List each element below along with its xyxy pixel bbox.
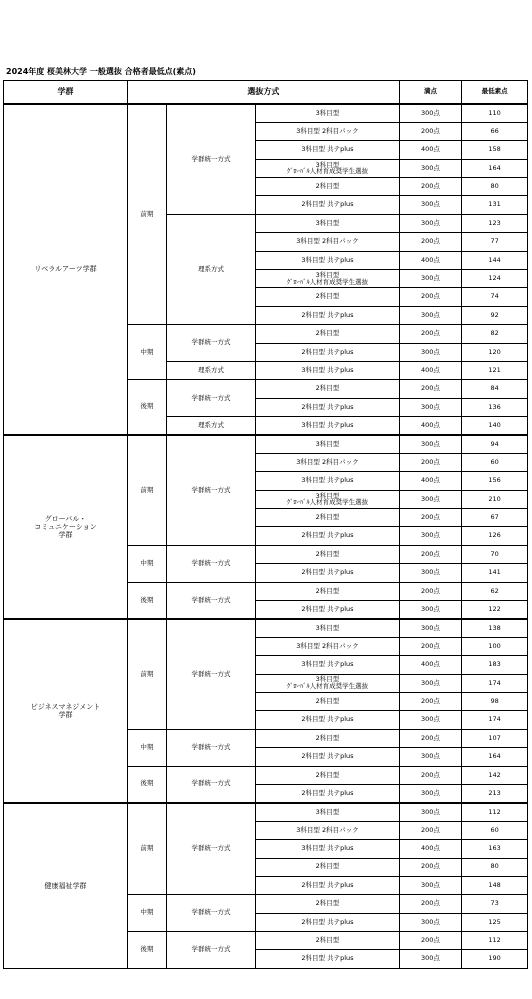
min-score-cell: 164: [462, 159, 528, 177]
exam-type-cell-line: ｸﾞﾛｰﾊﾞﾙ人材育成奨学生選抜: [286, 167, 369, 176]
exam-type-cell: [256, 178, 399, 196]
min-score-cell: 164: [462, 748, 528, 766]
exam-type-cell: [256, 950, 399, 968]
full-score-cell: 200点: [399, 766, 462, 784]
full-score-cell: 300点: [399, 876, 462, 894]
method-group-cell: 学群統一方式: [166, 545, 255, 582]
method-group-cell: 学群統一方式: [166, 895, 255, 932]
min-score-cell: 60: [462, 453, 528, 471]
full-score-cell: 200点: [399, 693, 462, 711]
term-cell: 前期: [127, 104, 166, 325]
full-score-cell: 300点: [399, 435, 462, 453]
exam-type-cell-line: 2科目型: [315, 182, 340, 191]
exam-type-cell-line: 2科目型 共テplus: [301, 880, 354, 889]
exam-type-cell-line: 3科目型: [315, 218, 340, 227]
header-selection: 選抜方式: [127, 81, 399, 105]
min-score-cell: 140: [462, 417, 528, 435]
full-score-cell: 300点: [399, 527, 462, 545]
full-score-cell: 300点: [399, 490, 462, 508]
exam-type-cell: [256, 601, 399, 619]
method-group-cell: 学群統一方式: [166, 380, 255, 417]
exam-type-cell-line: 2科目型 共テplus: [301, 347, 354, 356]
min-score-cell: 73: [462, 895, 528, 913]
table-body: [4, 104, 528, 968]
header-min-score: 最低素点: [462, 81, 528, 105]
full-score-cell: 400点: [399, 656, 462, 674]
min-score-cell: 144: [462, 251, 528, 269]
method-group-cell: 学群統一方式: [166, 325, 255, 362]
table-row: [4, 104, 528, 122]
exam-type-cell-line: 2科目型: [315, 549, 340, 558]
header-department: 学群: [4, 81, 128, 105]
full-score-cell: 300点: [399, 196, 462, 214]
document-title: 2024年度 桜美林大学 一般選抜 合格者最低点(素点): [6, 67, 196, 76]
min-score-cell: 174: [462, 711, 528, 729]
term-cell: 中期: [127, 895, 166, 932]
exam-type-cell: [256, 306, 399, 324]
exam-type-cell-line: 2科目型 共テplus: [301, 788, 354, 797]
exam-type-cell: [256, 417, 399, 435]
full-score-cell: 200点: [399, 637, 462, 655]
exam-type-cell: [256, 821, 399, 839]
exam-type-cell-line: 2科目型 共テplus: [301, 752, 354, 761]
exam-type-cell-line: 3科目型 2科目パック: [296, 825, 359, 834]
full-score-cell: 300点: [399, 343, 462, 361]
min-score-cell: 77: [462, 233, 528, 251]
exam-type-cell-line: 2科目型 共テplus: [301, 917, 354, 926]
exam-type-cell: [256, 453, 399, 471]
exam-type-cell: [256, 545, 399, 563]
exam-type-cell: [256, 748, 399, 766]
exam-type-cell: [256, 104, 399, 122]
min-score-cell: 100: [462, 637, 528, 655]
exam-type-cell: [256, 527, 399, 545]
table-row: [4, 803, 528, 821]
exam-type-cell: [256, 637, 399, 655]
min-score-cell: 141: [462, 564, 528, 582]
min-score-cell: 125: [462, 913, 528, 931]
term-cell: 中期: [127, 545, 166, 582]
full-score-cell: 300点: [399, 564, 462, 582]
exam-type-cell: [256, 766, 399, 784]
method-group-cell: 理系方式: [166, 361, 255, 379]
full-score-cell: 400点: [399, 141, 462, 159]
min-score-cell: 112: [462, 803, 528, 821]
exam-type-cell-line: 2科目型: [315, 733, 340, 742]
exam-type-cell: [256, 858, 399, 876]
min-score-cell: 163: [462, 840, 528, 858]
full-score-cell: 400点: [399, 251, 462, 269]
min-score-cell: 123: [462, 214, 528, 232]
min-score-cell: 158: [462, 141, 528, 159]
method-group-cell: 学群統一方式: [166, 582, 255, 619]
full-score-cell: 200点: [399, 858, 462, 876]
method-group-cell: 学群統一方式: [166, 619, 255, 729]
full-score-cell: 200点: [399, 545, 462, 563]
exam-type-cell: [256, 251, 399, 269]
department-cell-line: ビジネスマネジメント: [30, 702, 101, 711]
exam-type-cell: [256, 619, 399, 637]
exam-type-cell-line: 3科目型: [315, 270, 340, 279]
full-score-cell: 300点: [399, 159, 462, 177]
exam-type-cell: [256, 895, 399, 913]
min-score-cell: 94: [462, 435, 528, 453]
full-score-cell: 400点: [399, 361, 462, 379]
term-cell: 前期: [127, 435, 166, 545]
exam-type-cell: [256, 729, 399, 747]
full-score-cell: 200点: [399, 582, 462, 600]
exam-type-cell: [256, 159, 399, 177]
full-score-cell: 200点: [399, 729, 462, 747]
min-score-cell: 67: [462, 509, 528, 527]
full-score-cell: 300点: [399, 306, 462, 324]
min-score-cell: 80: [462, 178, 528, 196]
full-score-cell: 300点: [399, 619, 462, 637]
exam-type-cell-line: 3科目型 共テplus: [301, 255, 354, 264]
exam-type-cell: [256, 380, 399, 398]
full-score-cell: 200点: [399, 325, 462, 343]
exam-type-cell-line: 2科目型 共テplus: [301, 954, 354, 963]
min-score-cell: 124: [462, 270, 528, 288]
min-score-cell: 66: [462, 122, 528, 140]
exam-type-cell-line: ｸﾞﾛｰﾊﾞﾙ人材育成奨学生選抜: [286, 682, 369, 691]
exam-type-cell: [256, 361, 399, 379]
method-group-cell: 学群統一方式: [166, 435, 255, 545]
exam-type-cell: [256, 122, 399, 140]
exam-type-cell-line: 3科目型 共テplus: [301, 420, 354, 429]
min-score-cell: 136: [462, 398, 528, 416]
exam-type-cell: [256, 913, 399, 931]
department-cell-line: 学群: [58, 710, 73, 719]
department-cell-line: リベラルアーツ学群: [34, 265, 97, 274]
exam-type-cell-line: 3科目型 共テplus: [301, 365, 354, 374]
exam-type-cell-line: 2科目型: [315, 329, 340, 338]
exam-type-cell: [256, 509, 399, 527]
full-score-cell: 200点: [399, 288, 462, 306]
term-cell: 中期: [127, 729, 166, 766]
department-cell: [4, 435, 128, 619]
full-score-cell: 300点: [399, 711, 462, 729]
exam-type-cell-line: 3科目型: [315, 807, 340, 816]
min-score-cell: 60: [462, 821, 528, 839]
department-cell: [4, 104, 128, 435]
min-score-cell: 121: [462, 361, 528, 379]
exam-type-cell-line: 2科目型 共テplus: [301, 310, 354, 319]
exam-type-cell-line: 3科目型: [315, 439, 340, 448]
exam-type-cell-line: 3科目型 共テplus: [301, 476, 354, 485]
min-score-cell: 156: [462, 472, 528, 490]
exam-type-cell-line: 3科目型 共テplus: [301, 844, 354, 853]
exam-type-cell: [256, 582, 399, 600]
department-cell: [4, 803, 128, 969]
exam-type-cell-line: 3科目型 2科目パック: [296, 237, 359, 246]
exam-type-cell: [256, 270, 399, 288]
min-score-cell: 142: [462, 766, 528, 784]
full-score-cell: 200点: [399, 233, 462, 251]
min-score-cell: 120: [462, 343, 528, 361]
method-group-cell: 学群統一方式: [166, 766, 255, 803]
header-row: [4, 81, 528, 105]
exam-type-cell: [256, 784, 399, 802]
exam-type-cell-line: ｸﾞﾛｰﾊﾞﾙ人材育成奨学生選抜: [286, 498, 369, 507]
exam-type-cell-line: 2科目型 共テplus: [301, 200, 354, 209]
min-score-cell: 70: [462, 545, 528, 563]
min-score-cell: 80: [462, 858, 528, 876]
exam-type-cell-line: 2科目型: [315, 384, 340, 393]
full-score-cell: 200点: [399, 509, 462, 527]
exam-type-cell: [256, 398, 399, 416]
min-score-cell: 213: [462, 784, 528, 802]
full-score-cell: 200点: [399, 932, 462, 950]
full-score-cell: 200点: [399, 380, 462, 398]
exam-type-cell-line: 2科目型 共テplus: [301, 402, 354, 411]
exam-type-cell-line: 3科目型 共テplus: [301, 660, 354, 669]
min-score-cell: 62: [462, 582, 528, 600]
exam-type-cell: [256, 325, 399, 343]
exam-type-cell: [256, 214, 399, 232]
min-score-cell: 210: [462, 490, 528, 508]
min-score-cell: 138: [462, 619, 528, 637]
term-cell: 後期: [127, 766, 166, 803]
exam-type-cell-line: 3科目型 2科目パック: [296, 457, 359, 466]
exam-type-cell-line: 2科目型: [315, 513, 340, 522]
full-score-cell: 400点: [399, 840, 462, 858]
exam-type-cell-line: 2科目型 共テplus: [301, 715, 354, 724]
table-row: [4, 619, 528, 637]
exam-type-cell: [256, 803, 399, 821]
exam-type-cell-line: 3科目型 共テplus: [301, 145, 354, 154]
full-score-cell: 200点: [399, 453, 462, 471]
min-score-cell: 92: [462, 306, 528, 324]
term-cell: 後期: [127, 582, 166, 619]
exam-type-cell: [256, 196, 399, 214]
exam-type-cell-line: 3科目型: [315, 623, 340, 632]
min-score-cell: 107: [462, 729, 528, 747]
full-score-cell: 300点: [399, 748, 462, 766]
full-score-cell: 300点: [399, 913, 462, 931]
exam-type-cell-line: 2科目型: [315, 586, 340, 595]
full-score-cell: 400点: [399, 417, 462, 435]
exam-type-cell: [256, 343, 399, 361]
min-score-cell: 82: [462, 325, 528, 343]
full-score-cell: 300点: [399, 674, 462, 692]
term-cell: 前期: [127, 803, 166, 895]
full-score-cell: 400点: [399, 472, 462, 490]
exam-type-cell: [256, 876, 399, 894]
term-cell: 前期: [127, 619, 166, 729]
table-row: [4, 435, 528, 453]
min-score-cell: 112: [462, 932, 528, 950]
min-score-cell: 122: [462, 601, 528, 619]
min-score-cell: 98: [462, 693, 528, 711]
min-score-cell: 148: [462, 876, 528, 894]
department-cell: [4, 619, 128, 803]
term-cell: 後期: [127, 932, 166, 969]
exam-type-cell-line: 3科目型: [315, 108, 340, 117]
exam-type-cell-line: 2科目型: [315, 936, 340, 945]
department-cell-line: 健康福祉学群: [44, 881, 87, 890]
exam-type-cell: [256, 711, 399, 729]
full-score-cell: 200点: [399, 821, 462, 839]
exam-type-cell: [256, 288, 399, 306]
method-group-cell: 学群統一方式: [166, 104, 255, 214]
method-group-cell: 学群統一方式: [166, 729, 255, 766]
department-cell-line: グローバル・: [44, 514, 87, 523]
exam-type-cell: [256, 435, 399, 453]
exam-type-cell: [256, 840, 399, 858]
exam-type-cell-line: 2科目型: [315, 862, 340, 871]
full-score-cell: 300点: [399, 270, 462, 288]
full-score-cell: 300点: [399, 214, 462, 232]
exam-type-cell-line: 2科目型: [315, 696, 340, 705]
exam-type-cell-line: 3科目型 2科目パック: [296, 641, 359, 650]
department-cell-line: コミュニケーション: [34, 522, 97, 531]
method-group-cell: 学群統一方式: [166, 803, 255, 895]
exam-type-cell: [256, 693, 399, 711]
exam-type-cell-line: 2科目型: [315, 292, 340, 301]
exam-type-cell-line: 3科目型 2科目パック: [296, 126, 359, 135]
full-score-cell: 300点: [399, 104, 462, 122]
term-cell: 後期: [127, 380, 166, 435]
exam-type-cell-line: 3科目型: [315, 160, 340, 169]
method-group-cell: 理系方式: [166, 417, 255, 435]
min-score-table: [3, 80, 528, 969]
exam-type-cell: [256, 233, 399, 251]
min-score-cell: 183: [462, 656, 528, 674]
exam-type-cell-line: ｸﾞﾛｰﾊﾞﾙ人材育成奨学生選抜: [286, 277, 369, 286]
term-cell: 中期: [127, 325, 166, 380]
exam-type-cell-line: 2科目型 共テplus: [301, 604, 354, 613]
full-score-cell: 300点: [399, 803, 462, 821]
min-score-cell: 131: [462, 196, 528, 214]
min-score-cell: 126: [462, 527, 528, 545]
exam-type-cell-line: 2科目型: [315, 770, 340, 779]
exam-type-cell-line: 3科目型: [315, 491, 340, 500]
min-score-cell: 84: [462, 380, 528, 398]
exam-type-cell: [256, 141, 399, 159]
exam-type-cell-line: 2科目型: [315, 899, 340, 908]
min-score-cell: 174: [462, 674, 528, 692]
exam-type-cell: [256, 490, 399, 508]
full-score-cell: 300点: [399, 784, 462, 802]
exam-type-cell: [256, 932, 399, 950]
full-score-cell: 300点: [399, 601, 462, 619]
min-score-cell: 190: [462, 950, 528, 968]
full-score-cell: 300点: [399, 950, 462, 968]
exam-type-cell: [256, 472, 399, 490]
exam-type-cell-line: 2科目型 共テplus: [301, 568, 354, 577]
exam-type-cell-line: 2科目型 共テplus: [301, 531, 354, 540]
full-score-cell: 200点: [399, 895, 462, 913]
full-score-cell: 200点: [399, 178, 462, 196]
method-group-cell: 学群統一方式: [166, 932, 255, 969]
method-group-cell: 理系方式: [166, 214, 255, 324]
exam-type-cell: [256, 656, 399, 674]
exam-type-cell-line: 3科目型: [315, 675, 340, 684]
full-score-cell: 300点: [399, 398, 462, 416]
full-score-cell: 200点: [399, 122, 462, 140]
header-full-score: 満点: [399, 81, 462, 105]
exam-type-cell: [256, 564, 399, 582]
min-score-cell: 110: [462, 104, 528, 122]
exam-type-cell: [256, 674, 399, 692]
min-score-cell: 74: [462, 288, 528, 306]
department-cell-line: 学群: [58, 531, 73, 539]
